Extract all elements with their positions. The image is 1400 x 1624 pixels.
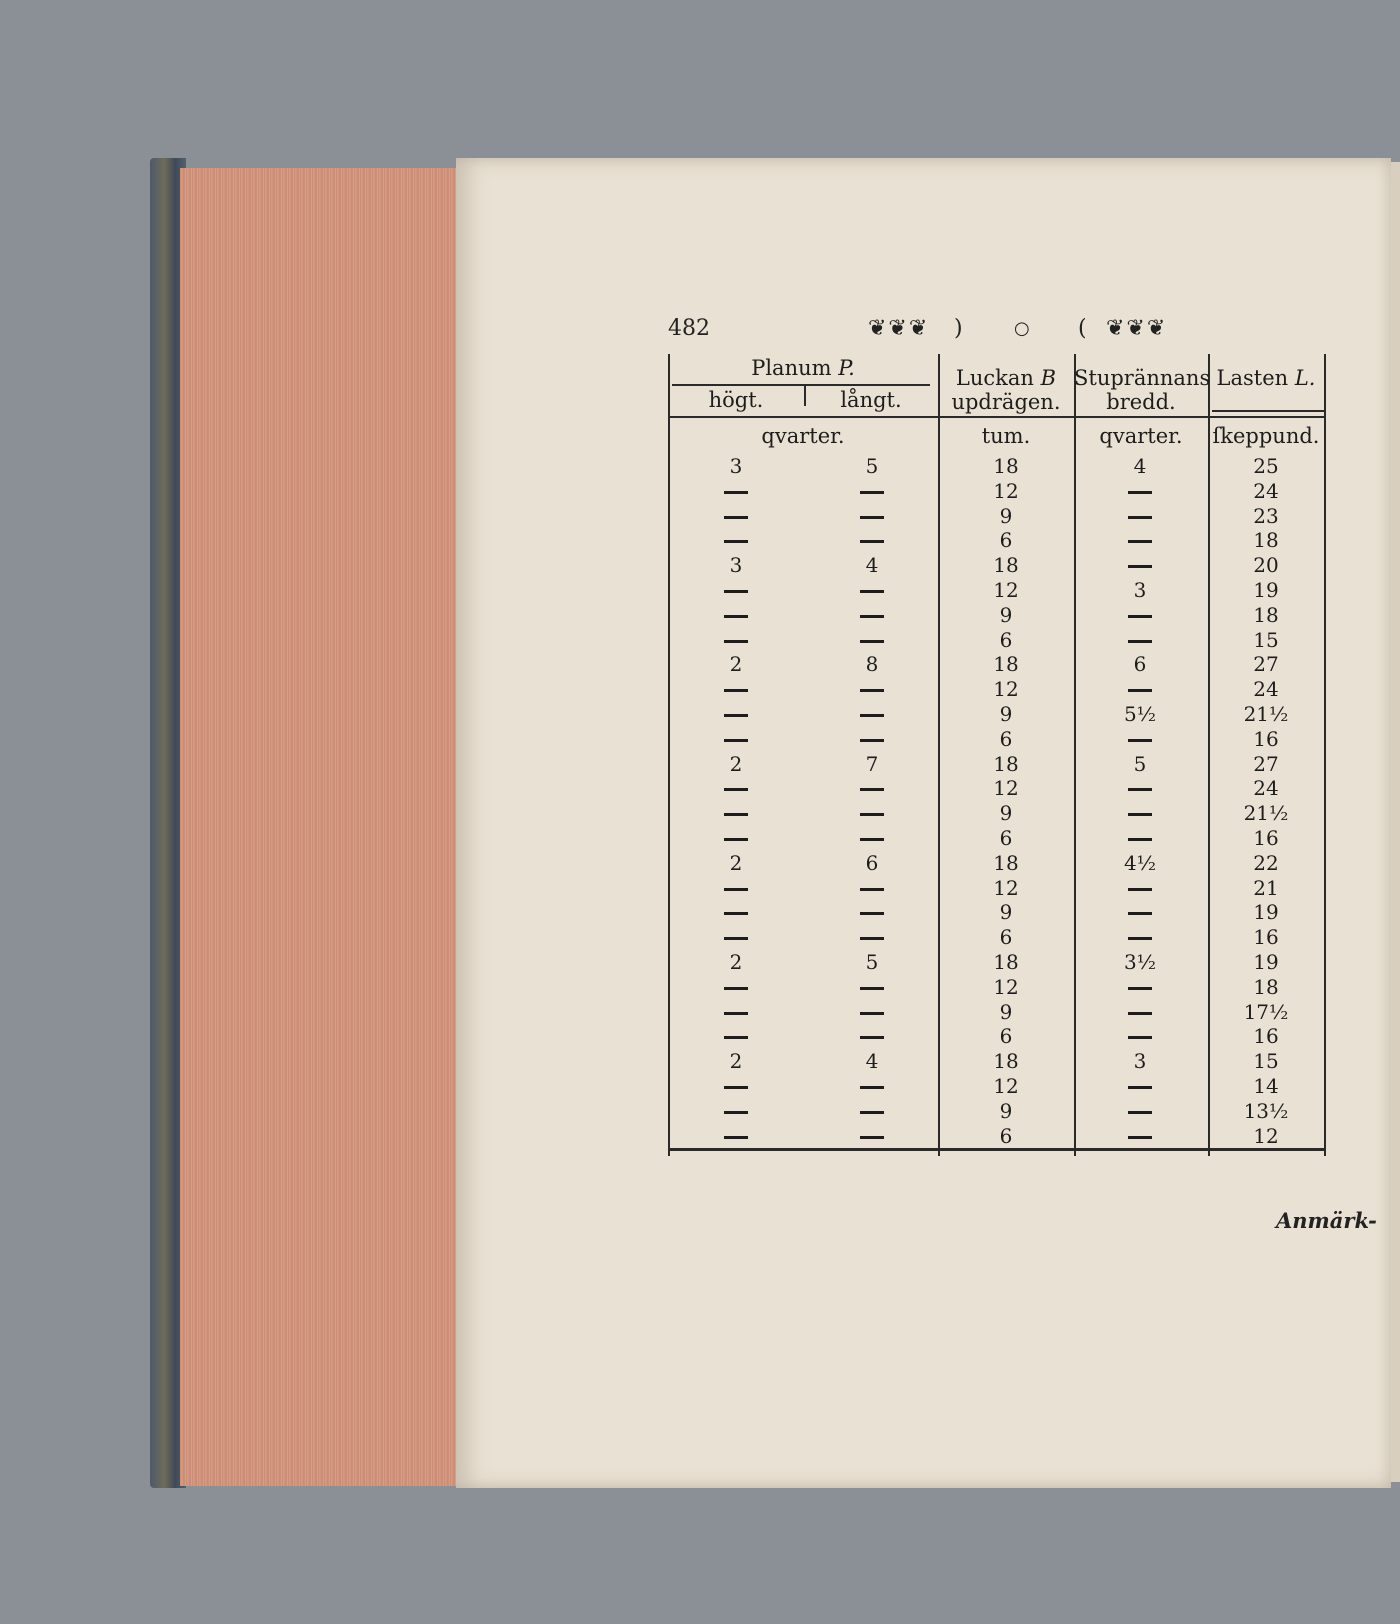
luckan-cell: 18 — [993, 850, 1019, 875]
luckan-cell: 18 — [993, 1049, 1019, 1074]
stup-cell — [1100, 727, 1180, 752]
book-page — [456, 158, 1391, 1488]
column-langt — [832, 454, 912, 1148]
dash-mark — [724, 987, 748, 990]
dash-mark — [1128, 516, 1152, 519]
dash-mark — [724, 1012, 748, 1015]
header-paren-left: ) — [954, 316, 963, 341]
header-luckan-var: B — [1040, 366, 1057, 390]
langt-cell — [832, 603, 912, 628]
dash-mark — [1128, 1086, 1152, 1089]
stup-cell — [1100, 628, 1180, 653]
hogt-cell — [696, 528, 776, 553]
header-lasten-var: L. — [1294, 366, 1316, 390]
hogt-cell: 2 — [729, 850, 743, 875]
dash-mark — [724, 838, 748, 841]
lasten-cell: 19 — [1253, 949, 1279, 974]
langt-cell — [832, 702, 912, 727]
dash-mark — [860, 813, 884, 816]
header-lasten — [1208, 366, 1324, 390]
hogt-cell — [696, 677, 776, 702]
hogt-cell — [696, 504, 776, 529]
lasten-cell: 13½ — [1243, 1098, 1289, 1123]
data-table — [668, 354, 1338, 1172]
lasten-cell: 16 — [1253, 925, 1279, 950]
stup-cell: 3 — [1133, 1049, 1147, 1074]
luckan-cell: 9 — [999, 1098, 1013, 1123]
stup-cell — [1100, 677, 1180, 702]
dash-mark — [860, 838, 884, 841]
luckan-cell: 6 — [999, 726, 1013, 751]
dash-mark — [860, 888, 884, 891]
langt-cell: 4 — [865, 1049, 879, 1074]
stup-cell — [1100, 528, 1180, 553]
table-rule-lasten-header — [1212, 410, 1324, 412]
hogt-cell — [696, 975, 776, 1000]
dash-mark — [724, 912, 748, 915]
luckan-cell: 9 — [999, 602, 1013, 627]
table-rule-left — [668, 354, 670, 1156]
dash-mark — [724, 813, 748, 816]
stup-cell: 3 — [1133, 577, 1147, 602]
column-lasten — [1226, 454, 1306, 1148]
lasten-cell: 16 — [1253, 726, 1279, 751]
lasten-cell: 22 — [1253, 850, 1279, 875]
langt-cell — [832, 900, 912, 925]
dash-mark — [1128, 491, 1152, 494]
header-hogt: högt. — [708, 388, 764, 412]
dash-mark — [860, 937, 884, 940]
lasten-cell: 25 — [1253, 454, 1279, 478]
langt-cell — [832, 578, 912, 603]
dash-mark — [1128, 912, 1152, 915]
stup-cell — [1100, 1024, 1180, 1049]
lasten-cell: 24 — [1253, 776, 1279, 801]
langt-cell — [832, 677, 912, 702]
dash-mark — [724, 739, 748, 742]
left-ornament-icon: ❦❦❦ — [868, 316, 930, 341]
langt-cell: 6 — [865, 850, 879, 875]
stup-cell — [1100, 504, 1180, 529]
langt-cell — [832, 801, 912, 826]
column-luckan — [966, 454, 1046, 1148]
dash-mark — [1128, 1136, 1152, 1139]
lasten-cell: 16 — [1253, 1024, 1279, 1049]
lasten-cell: 14 — [1253, 1073, 1279, 1098]
header-planum-var: P. — [838, 356, 855, 380]
table-rule-header — [668, 416, 1324, 418]
dash-mark — [724, 1086, 748, 1089]
stup-cell: 4 — [1133, 454, 1147, 478]
dash-mark — [724, 540, 748, 543]
lasten-cell: 15 — [1253, 627, 1279, 652]
header-luckan — [938, 366, 1074, 390]
dash-mark — [1128, 1012, 1152, 1015]
luckan-cell: 12 — [993, 677, 1019, 702]
dash-mark — [724, 1036, 748, 1039]
luckan-cell: 12 — [993, 577, 1019, 602]
dash-mark — [860, 590, 884, 593]
hogt-cell: 3 — [729, 454, 743, 478]
dash-mark — [1128, 888, 1152, 891]
stup-cell — [1100, 479, 1180, 504]
langt-cell — [832, 776, 912, 801]
langt-cell — [832, 1000, 912, 1025]
dash-mark — [1128, 689, 1152, 692]
luckan-cell: 18 — [993, 751, 1019, 776]
lasten-cell: 19 — [1253, 900, 1279, 925]
luckan-cell: 18 — [993, 949, 1019, 974]
dash-mark — [1128, 739, 1152, 742]
dash-mark — [860, 714, 884, 717]
header-stup-sub: bredd. — [1106, 390, 1176, 414]
column-hogt — [696, 454, 776, 1148]
dash-mark — [724, 788, 748, 791]
langt-cell: 4 — [865, 553, 879, 578]
catchword: Anmärk- — [1276, 1208, 1377, 1233]
table-rule-luckan-stup — [1074, 354, 1076, 1156]
dash-mark — [860, 640, 884, 643]
stup-cell — [1100, 1074, 1180, 1099]
stup-cell — [1100, 553, 1180, 578]
header-planum-label: Planum — [751, 356, 832, 380]
hogt-cell — [696, 1099, 776, 1124]
right-ornament-icon: ❦❦❦ — [1106, 316, 1168, 341]
lasten-cell: 24 — [1253, 478, 1279, 503]
dash-mark — [1128, 788, 1152, 791]
luckan-cell: 6 — [999, 1123, 1013, 1148]
stup-cell — [1100, 1000, 1180, 1025]
dash-mark — [1128, 615, 1152, 618]
stup-cell — [1100, 925, 1180, 950]
unit-luckan: tum. — [981, 424, 1031, 448]
hogt-cell: 2 — [729, 751, 743, 776]
dash-mark — [724, 1136, 748, 1139]
dash-mark — [724, 937, 748, 940]
langt-cell — [832, 975, 912, 1000]
dash-mark — [1128, 813, 1152, 816]
hogt-cell — [696, 628, 776, 653]
stup-cell: 5½ — [1123, 701, 1157, 726]
hogt-cell — [696, 900, 776, 925]
langt-cell — [832, 504, 912, 529]
lasten-cell: 17½ — [1243, 999, 1289, 1024]
langt-cell — [832, 876, 912, 901]
stup-cell — [1100, 603, 1180, 628]
dash-mark — [860, 615, 884, 618]
dash-mark — [1128, 565, 1152, 568]
table-rule-right — [1324, 354, 1326, 1156]
dash-mark — [860, 1012, 884, 1015]
hogt-cell — [696, 727, 776, 752]
hogt-cell: 2 — [729, 949, 743, 974]
stup-cell — [1100, 801, 1180, 826]
langt-cell — [832, 1024, 912, 1049]
lasten-cell: 18 — [1253, 974, 1279, 999]
open-book — [150, 158, 1400, 1488]
dash-mark — [860, 491, 884, 494]
column-stup — [1100, 454, 1180, 1148]
stup-cell — [1100, 826, 1180, 851]
lasten-cell: 15 — [1253, 1049, 1279, 1074]
langt-cell — [832, 1099, 912, 1124]
luckan-cell: 9 — [999, 999, 1013, 1024]
unit-stup: qvarter. — [1099, 424, 1183, 448]
stup-cell — [1100, 1099, 1180, 1124]
luckan-cell: 6 — [999, 925, 1013, 950]
page-number: 482 — [668, 316, 710, 341]
unit-lasten: ſkeppund. — [1212, 424, 1320, 448]
hogt-cell — [696, 479, 776, 504]
lasten-cell: 21½ — [1243, 801, 1289, 826]
hogt-cell: 2 — [729, 1049, 743, 1074]
table-rule-planum-luckan — [938, 354, 940, 1156]
luckan-cell: 12 — [993, 478, 1019, 503]
lasten-cell: 21½ — [1243, 701, 1289, 726]
luckan-cell: 18 — [993, 454, 1019, 478]
dash-mark — [860, 987, 884, 990]
dash-mark — [724, 714, 748, 717]
hogt-cell — [696, 776, 776, 801]
header-paren-right: ( — [1078, 316, 1087, 341]
luckan-cell: 12 — [993, 974, 1019, 999]
dash-mark — [860, 516, 884, 519]
lasten-cell: 23 — [1253, 503, 1279, 528]
dash-mark — [1128, 838, 1152, 841]
dash-mark — [724, 516, 748, 519]
dash-mark — [1128, 987, 1152, 990]
dash-mark — [860, 788, 884, 791]
header-luckan-sub: updrägen. — [951, 390, 1061, 414]
dash-mark — [724, 640, 748, 643]
hogt-cell — [696, 1000, 776, 1025]
lasten-cell: 21 — [1253, 875, 1279, 900]
dash-mark — [724, 590, 748, 593]
dash-mark — [724, 615, 748, 618]
luckan-cell: 18 — [993, 652, 1019, 677]
table-rule-stup-lasten — [1208, 354, 1210, 1156]
langt-cell — [832, 479, 912, 504]
dash-mark — [1128, 1111, 1152, 1114]
hogt-cell: 3 — [729, 553, 743, 578]
langt-cell — [832, 1074, 912, 1099]
header-planum — [668, 356, 938, 380]
lasten-cell: 20 — [1253, 553, 1279, 578]
stup-cell: 3½ — [1123, 949, 1157, 974]
dash-mark — [860, 912, 884, 915]
langt-cell — [832, 925, 912, 950]
langt-cell: 5 — [865, 949, 879, 974]
luckan-cell: 9 — [999, 801, 1013, 826]
hogt-cell — [696, 578, 776, 603]
lasten-cell: 12 — [1253, 1123, 1279, 1148]
luckan-cell: 6 — [999, 528, 1013, 553]
dash-mark — [1128, 1036, 1152, 1039]
dash-mark — [724, 689, 748, 692]
dash-mark — [860, 1111, 884, 1114]
langt-cell: 7 — [865, 751, 879, 776]
table-rule-planum-split — [672, 384, 930, 386]
table-rule-bottom — [668, 1148, 1324, 1151]
stup-cell — [1100, 876, 1180, 901]
stup-cell — [1100, 975, 1180, 1000]
luckan-cell: 9 — [999, 503, 1013, 528]
dash-mark — [860, 1136, 884, 1139]
lasten-cell: 19 — [1253, 577, 1279, 602]
dash-mark — [860, 689, 884, 692]
dash-mark — [860, 739, 884, 742]
hogt-cell — [696, 826, 776, 851]
header-circle-icon: ○ — [1014, 318, 1030, 339]
luckan-cell: 12 — [993, 1073, 1019, 1098]
lasten-cell: 18 — [1253, 602, 1279, 627]
langt-cell — [832, 727, 912, 752]
langt-cell — [832, 628, 912, 653]
luckan-cell: 12 — [993, 776, 1019, 801]
stup-cell: 5 — [1133, 751, 1147, 776]
lasten-cell: 27 — [1253, 751, 1279, 776]
dash-mark — [1128, 937, 1152, 940]
page-edges — [180, 168, 458, 1486]
running-header — [668, 316, 1318, 352]
dash-mark — [724, 491, 748, 494]
hogt-cell — [696, 876, 776, 901]
langt-cell — [832, 826, 912, 851]
lasten-cell: 18 — [1253, 528, 1279, 553]
lasten-cell: 24 — [1253, 677, 1279, 702]
unit-planum: qvarter. — [761, 424, 845, 448]
lasten-cell: 16 — [1253, 825, 1279, 850]
next-page-edge — [1391, 162, 1400, 1482]
lasten-cell: 27 — [1253, 652, 1279, 677]
luckan-cell: 6 — [999, 1024, 1013, 1049]
dash-mark — [860, 1036, 884, 1039]
header-lasten-label: Lasten — [1216, 366, 1289, 390]
langt-cell: 5 — [865, 454, 879, 478]
langt-cell — [832, 1124, 912, 1149]
header-langt: långt. — [840, 388, 902, 412]
header-stup: Stuprännans — [1074, 366, 1211, 390]
hogt-cell — [696, 925, 776, 950]
luckan-cell: 6 — [999, 627, 1013, 652]
hogt-cell — [696, 603, 776, 628]
hogt-cell — [696, 1124, 776, 1149]
stup-cell — [1100, 1124, 1180, 1149]
stup-cell: 4½ — [1123, 850, 1157, 875]
hogt-cell: 2 — [729, 652, 743, 677]
luckan-cell: 6 — [999, 825, 1013, 850]
hogt-cell — [696, 702, 776, 727]
header-luckan-label: Luckan — [955, 366, 1034, 390]
stup-cell — [1100, 776, 1180, 801]
langt-cell — [832, 528, 912, 553]
luckan-cell: 9 — [999, 701, 1013, 726]
hogt-cell — [696, 1024, 776, 1049]
luckan-cell: 12 — [993, 875, 1019, 900]
luckan-cell: 18 — [993, 553, 1019, 578]
dash-mark — [724, 1111, 748, 1114]
luckan-cell: 9 — [999, 900, 1013, 925]
dash-mark — [1128, 540, 1152, 543]
hogt-cell — [696, 801, 776, 826]
hogt-cell — [696, 1074, 776, 1099]
dash-mark — [860, 1086, 884, 1089]
dash-mark — [1128, 640, 1152, 643]
stup-cell: 6 — [1133, 652, 1147, 677]
dash-mark — [860, 540, 884, 543]
stup-cell — [1100, 900, 1180, 925]
dash-mark — [724, 888, 748, 891]
langt-cell: 8 — [865, 652, 879, 677]
